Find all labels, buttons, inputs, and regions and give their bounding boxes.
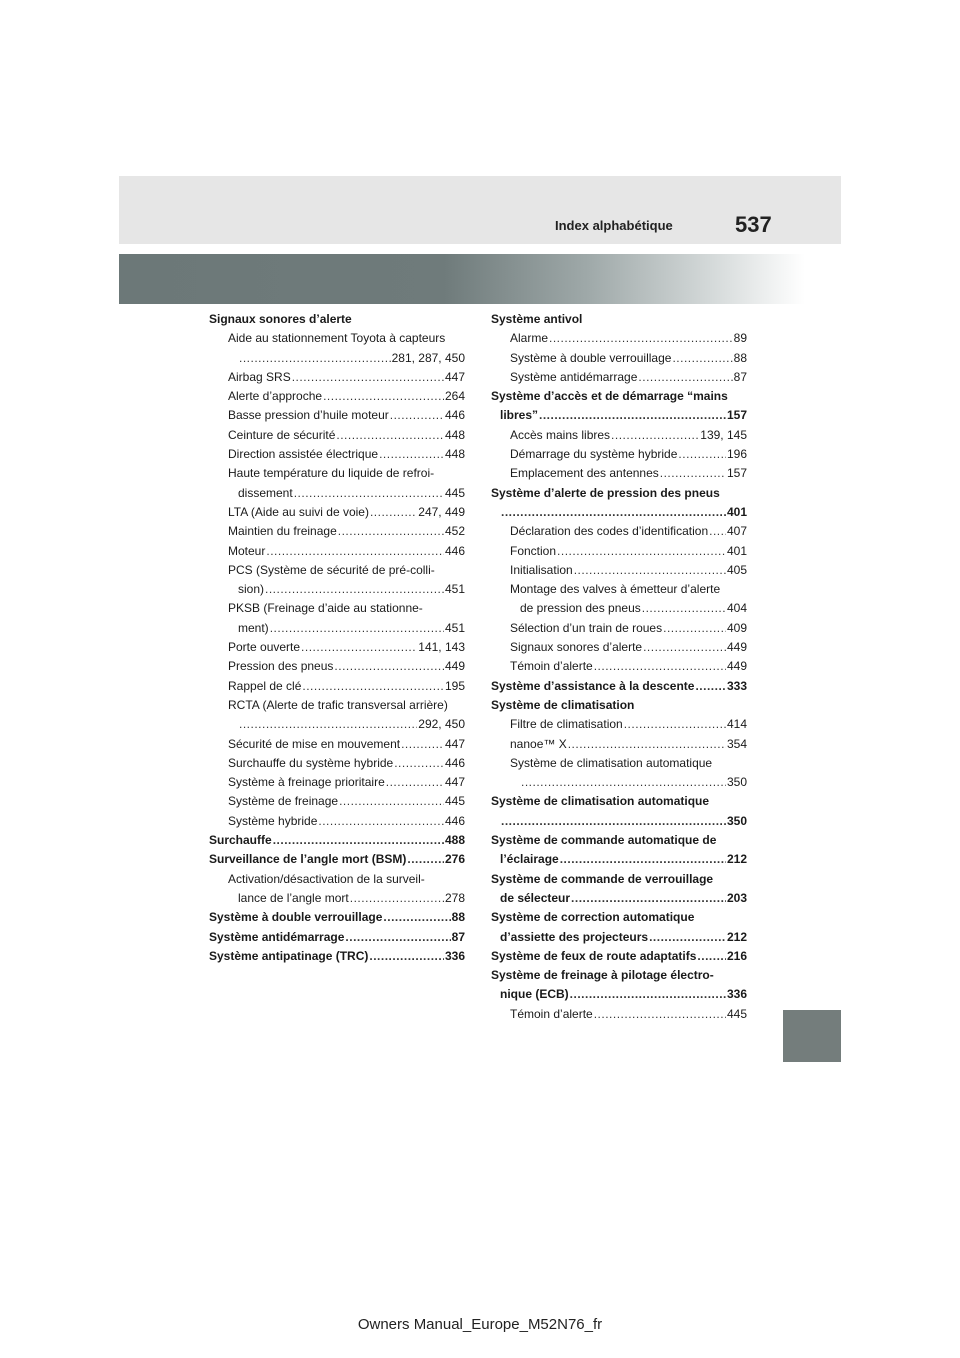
dot-leader [678,445,726,464]
index-entry [491,696,747,715]
index-term: Système de commande automatique de [491,833,717,848]
dot-leader [302,677,444,696]
page-reference: 446 [444,543,465,558]
dot-leader [394,754,444,773]
index-entry [209,464,465,483]
page-reference: 278 [444,890,465,905]
index-entry [209,484,465,503]
index-column-left [209,310,465,966]
page-reference: 445 [726,1006,747,1021]
page-reference: 196 [726,447,747,462]
dot-leader [318,812,444,831]
index-entry [209,329,465,348]
index-term: Aide au stationnement Toyota à capteurs [228,331,446,346]
index-entry [209,928,465,947]
dot-leader [336,426,444,445]
index-entry [491,677,747,696]
index-entry [209,792,465,811]
dot-leader [266,542,444,561]
index-term: Système de climatisation automatique [491,794,710,809]
dot-leader [379,445,444,464]
dot-leader [273,831,444,850]
chapter-tab [783,1010,841,1062]
index-entry [491,426,747,445]
page-reference: 350 [726,775,747,790]
index-term: nanoe™ X [510,736,567,751]
index-term: Témoin d’alerte [510,1006,593,1021]
dot-leader [265,580,444,599]
page-reference: 451 [444,620,465,635]
index-column-right [491,310,747,1024]
page-reference: 447 [444,369,465,384]
dot-leader [521,773,726,792]
index-entry [491,561,747,580]
page-reference: 203 [726,890,747,905]
index-entry [209,812,465,831]
index-term: Système à double verrouillage [209,910,383,925]
index-term: LTA (Aide au suivi de voie) [228,504,369,519]
index-entry [491,735,747,754]
index-entry [209,870,465,889]
index-term: Système d’accès et de démarrage “mains [491,389,728,404]
index-entry [209,310,465,329]
page-reference: 350 [726,813,747,828]
index-term: Système d’alerte de pression des pneus [491,485,720,500]
dot-leader [539,406,726,425]
index-term: Accès mains libres [510,427,611,442]
dot-leader [663,619,726,638]
page-reference: 354 [726,736,747,751]
index-entry [209,889,465,908]
page-reference: 447 [444,775,465,790]
index-entry [209,831,465,850]
page-reference: 407 [726,524,747,539]
index-term: Démarrage du système hybride [510,447,678,462]
page-reference: 247, 449 [418,504,465,519]
index-term: PKSB (Freinage d’aide au stationne- [228,601,423,616]
page-reference: 447 [444,736,465,751]
index-entry [491,387,747,406]
index-term: Rappel de clé [228,678,302,693]
index-term: Déclaration des codes d’identification [510,524,709,539]
page-reference: 405 [726,562,747,577]
dot-leader [594,657,726,676]
index-entry [491,754,747,773]
index-entry [209,445,465,464]
dot-leader [649,928,726,947]
page-reference: 216 [726,948,747,963]
dot-leader [571,889,726,908]
dot-leader [369,947,444,966]
index-entry [491,484,747,503]
index-entry [491,638,747,657]
index-entry [209,947,465,966]
page-reference: 445 [444,485,465,500]
dot-leader [697,947,726,966]
index-term: Maintien du freinage [228,524,337,539]
index-entry [491,599,747,618]
index-entry [209,599,465,618]
page-reference: 157 [726,408,747,423]
index-entry [209,754,465,773]
index-entry [491,715,747,734]
index-term: Surchauffe du système hybride [228,755,394,770]
dot-leader [334,657,444,676]
page-reference: 141, 143 [418,640,465,655]
dot-leader [560,850,726,869]
page-reference: 414 [726,717,747,732]
dot-leader [407,850,444,869]
page-reference: 445 [444,794,465,809]
index-term: Système de correction automatique [491,910,695,925]
page-reference: 404 [726,601,747,616]
dot-leader [370,503,417,522]
index-entry [209,657,465,676]
dot-leader [594,1005,726,1024]
index-entry [209,542,465,561]
index-entry [491,947,747,966]
index-term: RCTA (Alerte de trafic transversal arrière) [228,697,448,712]
dot-leader [642,599,726,618]
index-term: nique (ECB) [500,987,569,1002]
index-term: Initialisation [510,562,573,577]
index-entry [209,619,465,638]
index-entry [209,715,465,734]
dot-leader [270,619,444,638]
index-term: Emplacement des antennes [510,466,659,481]
dot-leader [501,503,726,522]
index-term: Système d’assistance à la descente [491,678,695,693]
index-entry [491,908,747,927]
page-reference: 448 [444,447,465,462]
index-entry [491,985,747,1004]
dot-leader [549,329,733,348]
page-reference: 449 [444,659,465,674]
index-term: Système de climatisation [491,697,635,712]
page-reference: 87 [451,929,465,944]
index-term: Fonction [510,543,557,558]
dot-leader [501,812,726,831]
dot-leader [390,406,444,425]
page-reference: 333 [726,678,747,693]
index-term: Surveillance de l’angle mort (BSM) [209,852,407,867]
page-reference: 89 [733,331,747,346]
dot-leader [292,368,444,387]
dot-leader [672,349,732,368]
page-reference: 449 [726,640,747,655]
index-term: Moteur [228,543,266,558]
page-reference: 336 [726,987,747,1002]
index-term: Système antivol [491,312,583,326]
index-term: Alarme [510,331,549,346]
page-reference: 281, 287, 450 [391,350,465,365]
index-term: Système de freinage à pilotage électro- [491,968,714,983]
dot-leader [568,735,726,754]
index-entry [209,426,465,445]
page-reference: 88 [451,910,465,925]
index-term: Basse pression d’huile moteur [228,408,389,423]
dot-leader [695,677,726,696]
index-entry [491,928,747,947]
dot-leader [339,792,444,811]
dot-leader [386,773,444,792]
index-entry [209,850,465,869]
page-reference: 195 [444,678,465,693]
index-entry [209,580,465,599]
index-term: Ceinture de sécurité [228,427,336,442]
page-reference: 446 [444,755,465,770]
index-entry [209,696,465,715]
index-entry [491,522,747,541]
dot-leader [709,522,726,541]
index-entry [491,464,747,483]
index-entry [491,773,747,792]
index-term: Système à double verrouillage [510,350,672,365]
index-entry [209,638,465,657]
page-reference: 409 [726,620,747,635]
dot-leader [611,426,699,445]
index-entry [209,908,465,927]
index-entry [209,503,465,522]
index-term: Direction assistée électrique [228,447,379,462]
dot-leader [345,928,450,947]
page-reference: 452 [444,524,465,539]
index-entry [491,889,747,908]
index-entry [209,735,465,754]
dot-leader [239,349,391,368]
page-reference: 488 [444,833,465,848]
index-entry [491,619,747,638]
index-entry [491,349,747,368]
dot-leader [338,522,444,541]
index-term: Sécurité de mise en mouvement [228,736,401,751]
gradient-band [119,254,841,304]
section-title: Index alphabétique [555,218,673,233]
page-reference: 446 [444,813,465,828]
index-term: Sélection d’un train de roues [510,620,663,635]
index-term: Activation/désactivation de la surveil- [228,871,425,886]
page-reference: 88 [733,350,747,365]
page-reference: 276 [444,852,465,867]
dot-leader [570,985,726,1004]
index-term: Système antidémarrage [510,369,638,384]
index-term: l’éclairage [500,852,559,867]
index-entry [209,522,465,541]
index-term: lance de l’angle mort [238,890,349,905]
page-reference: 157 [726,466,747,481]
dot-leader [574,561,726,580]
page-reference: 451 [444,582,465,597]
index-term: de pression des pneus [520,601,641,616]
index-term: Système de freinage [228,794,339,809]
index-entry [491,850,747,869]
dot-leader [323,387,444,406]
page-reference: 401 [726,504,747,519]
page-reference: 448 [444,427,465,442]
dot-leader [294,484,444,503]
dot-leader [557,542,726,561]
page-reference: 212 [726,852,747,867]
dot-leader [239,715,417,734]
dot-leader [624,715,726,734]
index-term: Signaux sonores d’alerte [209,312,352,326]
index-entry [491,329,747,348]
index-entry [491,831,747,850]
index-entry [491,792,747,811]
dot-leader [383,908,450,927]
index-entry [491,445,747,464]
index-entry [209,561,465,580]
index-term: Filtre de climatisation [510,717,623,732]
header-band [119,176,841,244]
index-term: Système hybride [228,813,318,828]
page-reference: 336 [444,948,465,963]
index-term: libres” [500,408,539,423]
index-entry [209,368,465,387]
index-entry [491,503,747,522]
index-entry [491,1005,747,1024]
index-term: Signaux sonores d’alerte [510,640,643,655]
index-entry [491,580,747,599]
dot-leader [643,638,726,657]
index-term: Système antidémarrage [209,929,345,944]
index-entry [209,406,465,425]
index-term: Système à freinage prioritaire [228,775,385,790]
index-term: Témoin d’alerte [510,659,593,674]
dot-leader [401,735,444,754]
index-entry [209,677,465,696]
index-term: Surchauffe [209,833,272,848]
dot-leader [301,638,417,657]
index-entry [491,310,747,329]
page-reference: 401 [726,543,747,558]
index-term: PCS (Système de sécurité de pré-colli- [228,562,435,577]
index-term: Système de climatisation automatique [510,755,713,770]
index-term: Montage des valves à émetteur d’alerte [510,582,721,597]
page-number: 537 [735,212,772,237]
index-term: Haute température du liquide de refroi- [228,466,435,481]
page-reference: 292, 450 [418,717,465,732]
index-entry [491,368,747,387]
page-reference: 87 [733,369,747,384]
index-entry [491,966,747,985]
index-entry [491,870,747,889]
index-term: Porte ouverte [228,640,301,655]
index-term: d’assiette des projecteurs [500,929,649,944]
index-entry [491,812,747,831]
index-entry [209,773,465,792]
dot-leader [638,368,732,387]
index-term: de sélecteur [500,890,571,905]
index-term: sion) [238,582,265,597]
page-reference: 139, 145 [700,427,747,442]
page-reference: 449 [726,659,747,674]
dot-leader [660,464,726,483]
index-term: Pression des pneus [228,659,334,674]
dot-leader [350,889,444,908]
index-entry [491,657,747,676]
page-reference: 212 [726,929,747,944]
index-term: Alerte d’approche [228,389,323,404]
index-term: Airbag SRS [228,369,291,384]
page-reference: 264 [444,389,465,404]
index-term: Système de feux de route adaptatifs [491,948,697,963]
index-term: Système de commande de verrouillage [491,871,714,886]
index-entry [491,542,747,561]
page-reference: 446 [444,408,465,423]
index-term: Système antipatinage (TRC) [209,948,369,963]
index-entry [209,349,465,368]
index-term: dissement [238,485,293,500]
index-entry [491,406,747,425]
index-entry [209,387,465,406]
index-term: ment) [238,620,269,635]
footer-text: Owners Manual_Europe_M52N76_fr [357,1316,603,1333]
